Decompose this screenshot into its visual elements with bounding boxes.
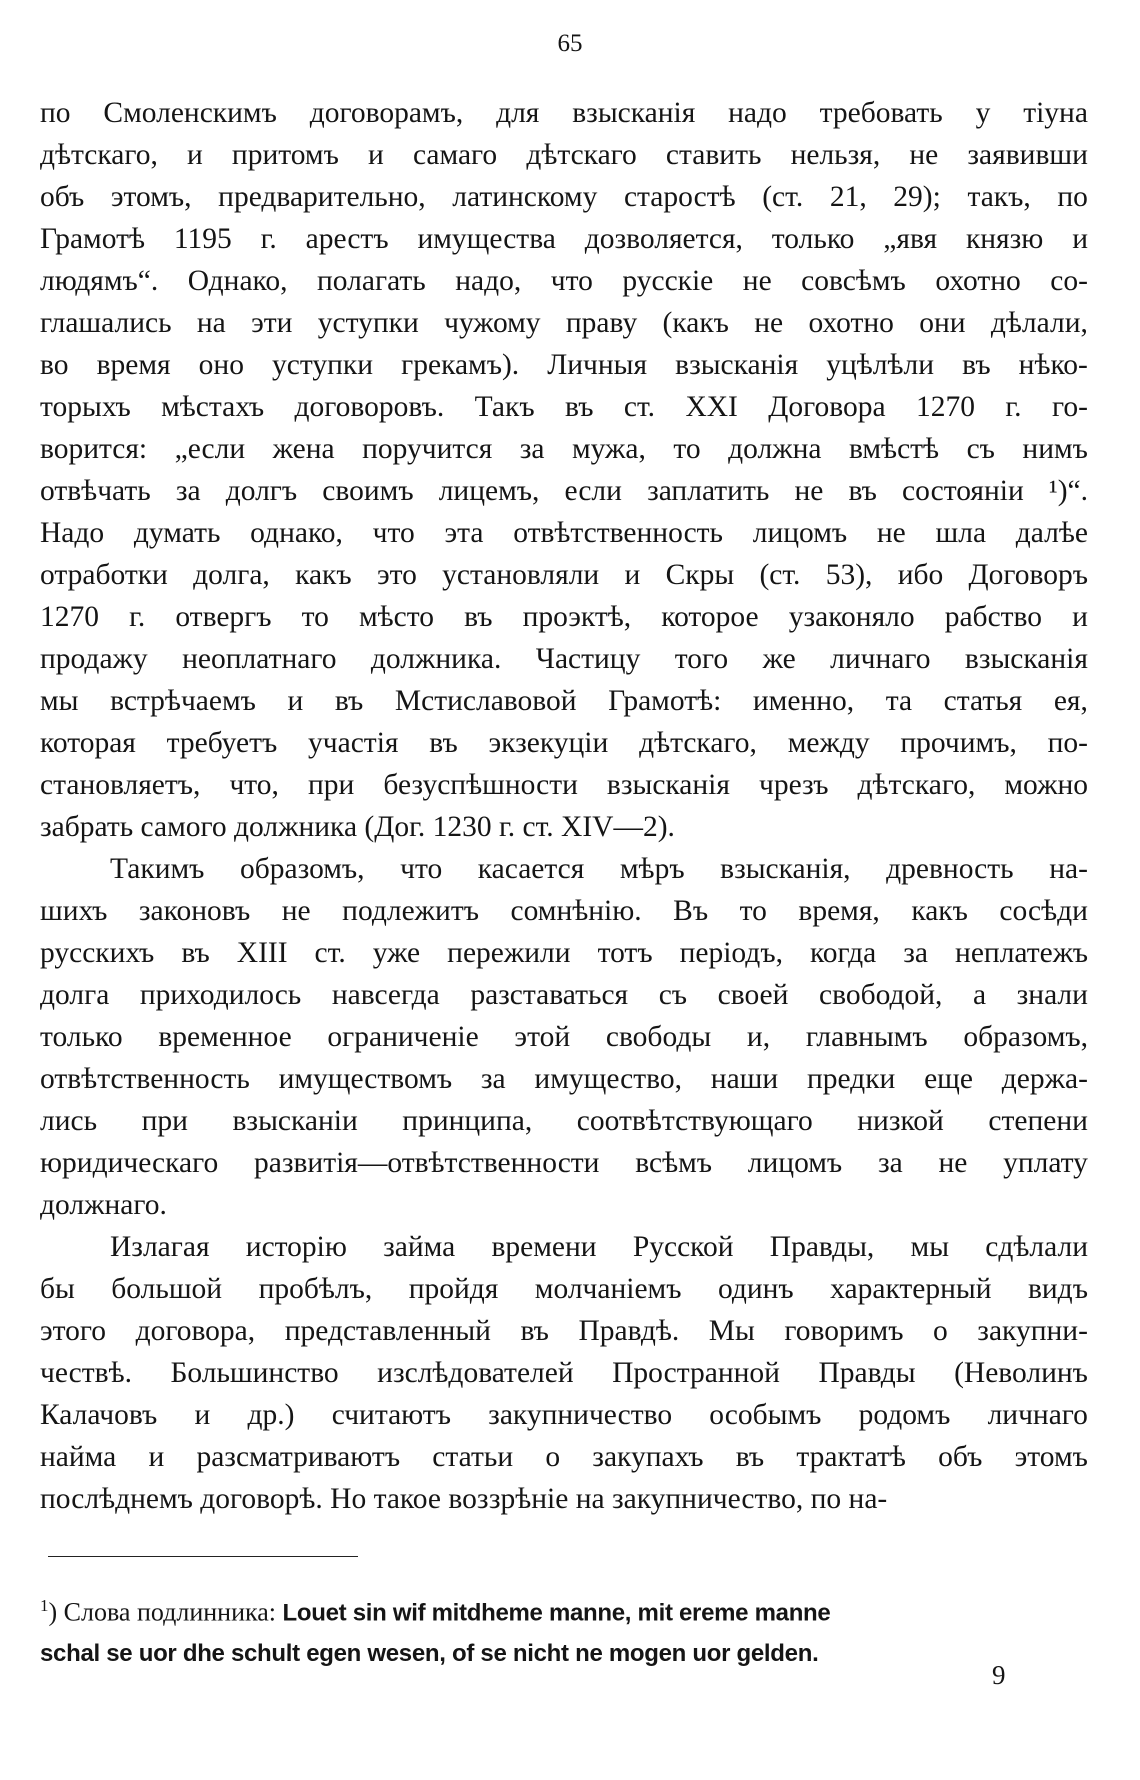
text-line: бы большой пробѣлъ, пройдя молчаніемъ одинъ характерный видъ bbox=[40, 1273, 1088, 1305]
paragraph bbox=[40, 92, 1088, 848]
footnote-marker: 1 bbox=[40, 1596, 49, 1615]
text-line: этого договора, представленный въ Правдѣ. Мы говоримъ о закупни- bbox=[40, 1315, 1088, 1347]
text-line: забрать самого должника (Дог. 1230 г. ст. XIV—2). bbox=[40, 811, 675, 843]
text-line: найма и разсматриваютъ статьи о закупахъ въ трактатѣ объ этомъ bbox=[40, 1441, 1088, 1473]
text-line: Калачовъ и др.) считаютъ закупничество особымъ родомъ личнаго bbox=[40, 1399, 1088, 1431]
page-number: 65 bbox=[557, 30, 583, 57]
text-line: долга приходилось навсегда разставаться съ своей свободой, а знали bbox=[40, 979, 1088, 1011]
text-line: дѣтскаго, и притомъ и самаго дѣтскаго ставить нельзя, не заявивши bbox=[40, 139, 1088, 171]
footnote-intro: Слова подлинника: bbox=[63, 1597, 283, 1627]
text-line: только временное ограниченіе этой свободы и, главнымъ образомъ, bbox=[40, 1021, 1088, 1053]
text-line: Грамотѣ 1195 г. арестъ имущества дозволяется, только „явя князю и bbox=[40, 223, 1088, 255]
footnote-quote-2: schal se uor dhe schult egen wesen, of se nicht ne mogen uor gelden. bbox=[40, 1639, 819, 1667]
footnote-divider bbox=[48, 1556, 358, 1557]
text-line: юридическаго развитія—отвѣтственности всѣмъ лицомъ за не уплату bbox=[40, 1147, 1088, 1179]
text-line: во время оно уступки грекамъ). Личныя взысканія уцѣлѣли въ нѣко- bbox=[40, 349, 1088, 381]
text-line: отвѣчать за долгъ своимъ лицемъ, если заплатить не въ состояніи ¹)“. bbox=[40, 475, 1088, 507]
footnote-quote-1: Louet sin wif mitdheme manne, mit ereme manne bbox=[282, 1599, 831, 1627]
text-line: мы встрѣчаемъ и въ Мстиславовой Грамотѣ: именно, та статья ея, bbox=[40, 685, 1088, 717]
body-text bbox=[40, 92, 1088, 1520]
text-line: чествѣ. Большинство изслѣдователей Пространной Правды (Неволинъ bbox=[40, 1357, 1088, 1389]
footnote bbox=[40, 1586, 1088, 1674]
text-line: русскихъ въ XIII ст. уже пережили тотъ періодъ, когда за неплатежъ bbox=[40, 937, 1088, 969]
text-line: становляетъ, что, при безуспѣшности взысканія чрезъ дѣтскаго, можно bbox=[40, 769, 1088, 801]
text-line: Такимъ образомъ, что касается мѣръ взысканія, древность на- bbox=[110, 853, 1088, 885]
text-line: шихъ законовъ не подлежитъ сомнѣнію. Въ то время, какъ сосѣди bbox=[40, 895, 1088, 927]
text-line: глашались на эти уступки чужому праву (какъ не охотно они дѣлали, bbox=[40, 307, 1088, 339]
text-line: Надо думать однако, что эта отвѣтственность лицомъ не шла далѣе bbox=[40, 517, 1088, 549]
text-line: лись при взысканіи принципа, соотвѣтствующаго низкой степени bbox=[40, 1105, 1088, 1137]
text-line: должнаго. bbox=[40, 1189, 167, 1221]
text-line: людямъ“. Однако, полагать надо, что русскіе не совсѣмъ охотно со- bbox=[40, 265, 1088, 297]
footnote-line-1: $^1$) Слова подлинника: Louet sin wif mitdheme manne, mit ereme manne bbox=[40, 1596, 831, 1627]
text-line: отработки долга, какъ это установляли и Скры (ст. 53), ибо Договоръ bbox=[40, 559, 1088, 591]
text-line: по Смоленскимъ договорамъ, для взысканія надо требовать у тіуна bbox=[40, 97, 1088, 129]
text-line: объ этомъ, предварительно, латинскому старостѣ (ст. 21, 29); такъ, по bbox=[40, 181, 1088, 213]
text-line: 1270 г. отвергъ то мѣсто въ проэктѣ, которое узаконяло рабство и bbox=[40, 601, 1088, 633]
text-line: которая требуетъ участія въ экзекуціи дѣтскаго, между прочимъ, по- bbox=[40, 727, 1088, 759]
text-line: торыхъ мѣстахъ договоровъ. Такъ въ ст. XXI Договора 1270 г. го- bbox=[40, 391, 1088, 423]
text-line: послѣднемъ договорѣ. Но такое воззрѣніе на закупничество, по на- bbox=[40, 1483, 888, 1515]
paragraph bbox=[40, 848, 1088, 1226]
signature-mark: 9 bbox=[992, 1660, 1006, 1690]
paragraph bbox=[40, 1226, 1088, 1520]
text-line: отвѣтственность имуществомъ за имущество, наши предки еще держа- bbox=[40, 1063, 1088, 1095]
text-line: ворится: „если жена поручится за мужа, то должна вмѣстѣ съ нимъ bbox=[40, 433, 1088, 465]
text-line: Излагая исторію займа времени Русской Правды, мы сдѣлали bbox=[110, 1231, 1088, 1263]
text-line: продажу неоплатнаго должника. Частицу того же личнаго взысканія bbox=[40, 643, 1088, 675]
